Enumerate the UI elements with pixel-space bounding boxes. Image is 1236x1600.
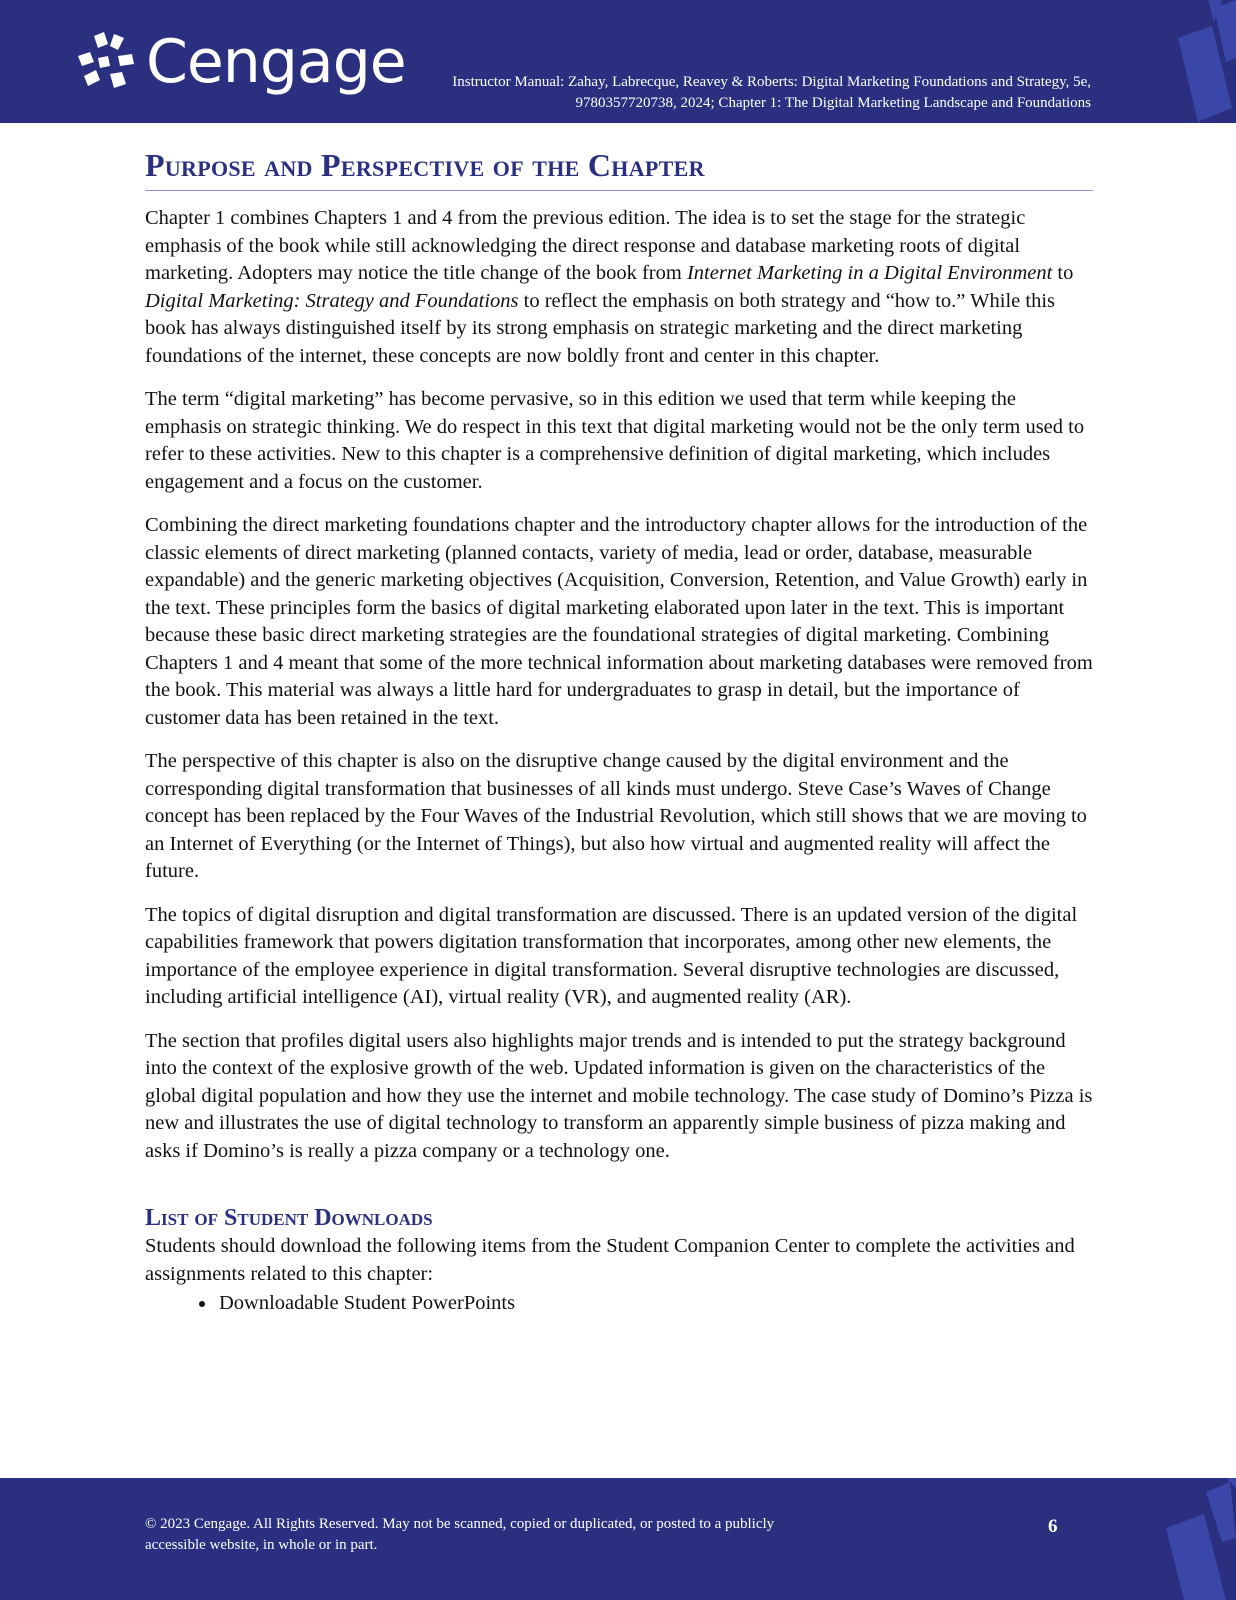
header-corner-decoration-icon	[1126, 0, 1236, 123]
paragraph-6: The section that profiles digital users also highlights major trends and is intended to put the strategy background into the context of the explosive growth of the web. Updated information is given on the characteristics of the global digital population and how they use the internet and mobile technology. The case study of Domino’s Pizza is new and illustrates the use of digital technology to transform an apparently simple business of pizza making and asks if Domino’s is really a pizza company or a technology one.	[145, 1029, 1093, 1162]
cengage-logo-mark-icon	[74, 30, 138, 94]
downloads-title: List of Student Downloads	[145, 1205, 433, 1231]
paragraph-3: Combining the direct marketing foundations chapter and the introductory chapter allows for the introduction of the classic elements of direct marketing (planned contacts, variety of media, lead or order, database, measurable expandable) and the generic marketing objectives (Acquisition, Conversion, Retention, and Value Growth) early in the text. These principles form the basics of digital marketing elaborated upon later in the text. This is important because these basic direct marketing strategies are the foundational strategies of digital marketing. Combining Chapters 1 and 4 meant that some of the more technical information about marketing databases were removed from the book. This material was always a little hard for undergraduates to grasp in detail, but the importance of customer data has been retained in the text.	[145, 514, 1093, 729]
new-book-title: Digital Marketing: Strategy and Foundations	[145, 289, 519, 312]
downloads-list	[145, 1290, 1093, 1318]
header-citation-line2: 9780357720738, 2024; Chapter 1: The Digital Marketing Landscape and Foundations	[575, 95, 1091, 111]
page-footer	[0, 1478, 1236, 1600]
page-number: 6	[1048, 1516, 1058, 1537]
paragraph-1	[145, 205, 1093, 370]
footer-corner-decoration-icon	[1126, 1478, 1236, 1600]
section-title: Purpose and Perspective of the Chapter	[145, 146, 1093, 191]
downloads-intro: Students should download the following items from the Student Companion Center to complete the activities and assignments related to this chapter:	[145, 1235, 1075, 1285]
main-content	[145, 146, 1093, 1318]
copyright-notice	[145, 1514, 845, 1556]
previous-book-title: Internet Marketing in a Digital Environment	[686, 262, 1053, 284]
brand-name: Cengage	[146, 27, 406, 97]
paragraph-2: The term “digital marketing” has become pervasive, so in this edition we used that term while keeping the emphasis on strategic thinking. We do respect in this text that digital marketing would not be the only term used to refer to these activities. New to this chapter is a comprehensive definition of digital marketing, which includes engagement and a focus on the customer.	[145, 388, 1085, 493]
copyright-line1: © 2023 Cengage. All Rights Reserved. May not be scanned, copied or duplicated, or posted to a publicly	[145, 1516, 775, 1532]
header-citation	[331, 72, 1091, 114]
list-item: • Downloadable Student PowerPoints	[217, 1290, 1093, 1318]
paragraph-5: The topics of digital disruption and digital transformation are discussed. There is an updated version of the digital capabilities framework that powers digitation transformation that incorporates, among other new elements, the importance of the employee experience in digital transformation. Several disruptive technologies are discussed, including artificial intelligence (AI), virtual reality (VR), and augmented reality (AR).	[145, 903, 1078, 1008]
page-header	[0, 0, 1236, 123]
header-citation-line1: Instructor Manual: Zahay, Labrecque, Reavey & Roberts: Digital Marketing Foundations and Strategy, 5e,	[452, 74, 1091, 90]
paragraph-1-text-e: to reflect the emphasis on both strategy and “how to.” While this book has always distinguished itself by its strong emphasis on strategic marketing and the direct marketing foundations of the internet, these concepts are now boldly front and center in this chapter.	[145, 289, 1055, 367]
paragraph-1-text-a: Chapter 1 combines Chapters 1 and 4 from the previous edition. The idea is to set the stage for the strategic emphasis of the book while still acknowledging the direct response and database marketing roots of digital marketing. Adopters may notice the title change of the book from	[145, 207, 1026, 284]
paragraph-1-text-c: to	[1052, 262, 1074, 284]
paragraph-4: The perspective of this chapter is also on the disruptive change caused by the digital environment and the corresponding digital transformation that businesses of all kinds must undergo. Steve Case’s Waves of Change concept has been replaced by the Four Waves of the Industrial Revolution, which still shows that we are moving to an Internet of Everything (or the Internet of Things), but also how virtual and augmented reality will affect the future.	[145, 750, 1087, 882]
copyright-line2: accessible website, in whole or in part.	[145, 1537, 378, 1553]
